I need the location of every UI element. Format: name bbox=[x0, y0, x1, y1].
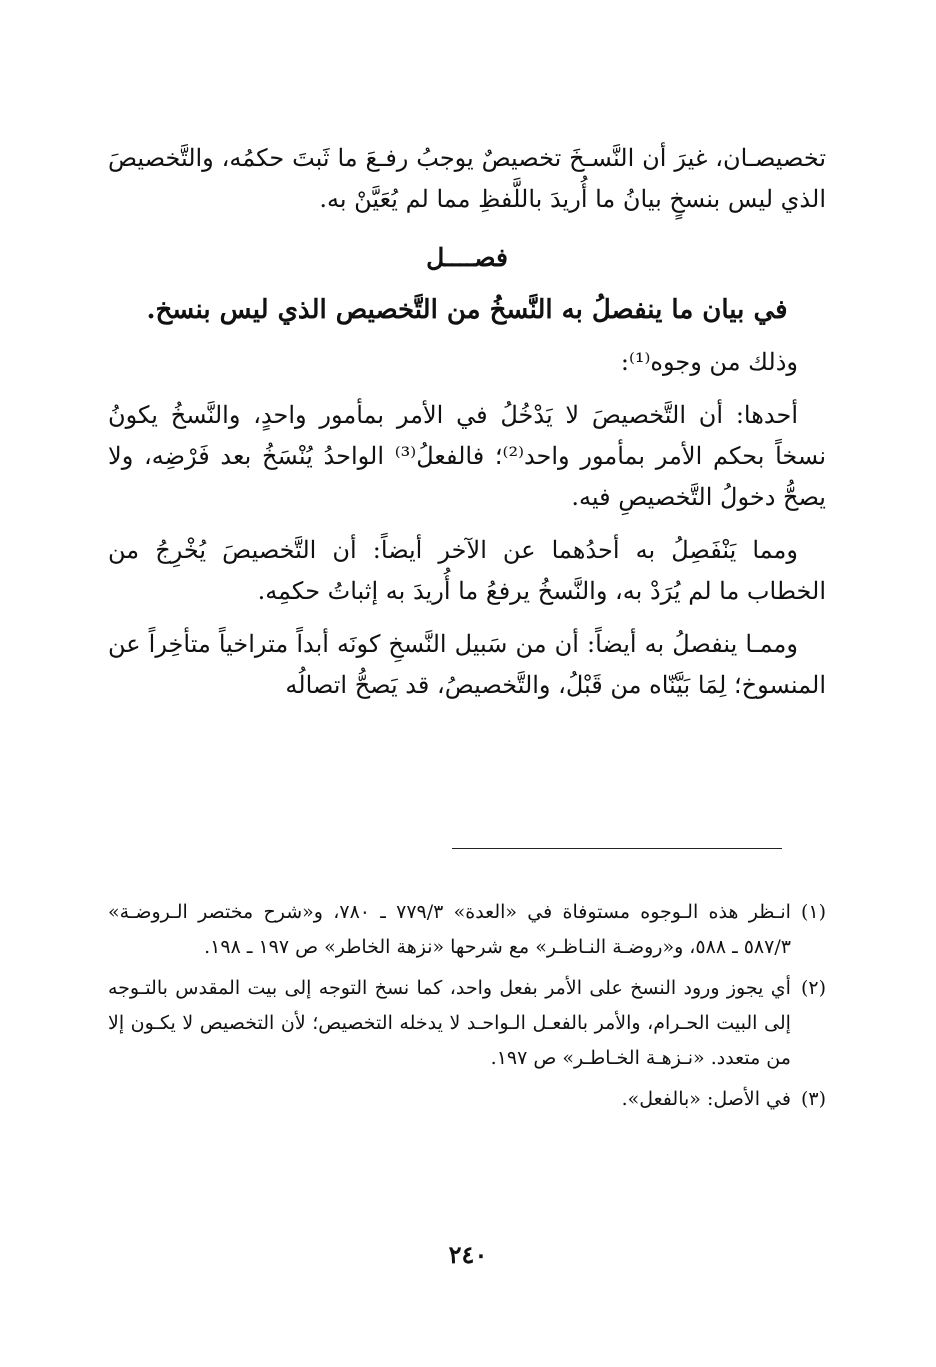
footnote-number: (١) bbox=[800, 901, 826, 923]
footnote-text: في الأصل: «بالفعل». bbox=[621, 1088, 791, 1110]
intro-paragraph: تخصيصـان، غيرَ أن النَّسـخَ تخصيصٌ يوجبُ رفـعَ ما ثَبتَ حكمُه، والتَّخصيصَ الذي ليس بنسخٍ بيانُ ما أُريدَ باللَّفظِ مما لم يُعَيَّنْ به. bbox=[108, 144, 826, 213]
main-text bbox=[108, 138, 826, 706]
footnote-text: انـظر هذه الـوجوه مستوفاة في «العدة» ٧٧٩/٣ ـ ٧٨٠، و«شرح مختصر الـروضـة» ٥٨٧/٣ ـ ٥٨٨، و«روضـة النـاظـر» مع شرحها «نزهة الخاطر» ص ١٩٧ ـ ١٩٨. bbox=[108, 901, 791, 958]
footnote-2 bbox=[108, 971, 826, 1076]
paragraph-second-aspect: ومما يَنْفَصِلُ به أحدُهما عن الآخر أيضاً: أن التَّخصيصَ يُخْرِجُ من الخطاب ما لم يُرَدْ به، والنَّسخُ يرفعُ ما أُريدَ به إثباتُ حكمِه. bbox=[108, 536, 826, 605]
paragraph-third-aspect: وممـا ينفصلُ به أيضاً: أن من سَبيل النَّسخِ كونَه أبداً متراخياً متأخِراً عن المنسوخ؛ لِمَا بَيَّنّاه من قَبْلُ، والتَّخصيصُ، قد يَصحُّ اتصالُه bbox=[108, 630, 826, 699]
footnote-number: (٢) bbox=[800, 977, 826, 999]
page-number: ٢٤٠ bbox=[448, 1240, 488, 1269]
footnotes bbox=[108, 895, 826, 1123]
footnote-1 bbox=[108, 895, 826, 965]
footnote-separator bbox=[452, 848, 782, 849]
intro-line: وذلك من وجوه⁽¹⁾: bbox=[620, 348, 798, 376]
section-subheading: في بيان ما ينفصلُ به النَّسخُ من التَّخصيص الذي ليس بنسخ. bbox=[146, 295, 788, 325]
footnote-text: أي يجوز ورود النسخ على الأمر بفعل واحد، كما نسخ التوجه إلى بيت المقدس بالتـوجه إلى البيت الحـرام، والأمر بالفعـل الـواحـد لا يدخله التخصيص؛ لأن التخصيص لا يكـون إلا من متعدد. «نـزهـة الخـاطـر» ص ١٩٧. bbox=[108, 977, 791, 1069]
section-heading: فصــــل bbox=[426, 243, 508, 272]
footnote-number: (٣) bbox=[800, 1088, 826, 1110]
paragraph-first-aspect: أحدها: أن التَّخصيصَ لا يَدْخُلُ في الأمر بمأمور واحدٍ، والنَّسخُ يكونُ نسخاً بحكم الأمر بمأمور واحد⁽²⁾؛ فالفعلُ⁽³⁾ الواحدُ يُنْسَخُ بعد فَرْضِه، ولا يصحُّ دخولُ التَّخصيصِ فيه. bbox=[108, 401, 827, 511]
footnote-3 bbox=[108, 1082, 826, 1117]
